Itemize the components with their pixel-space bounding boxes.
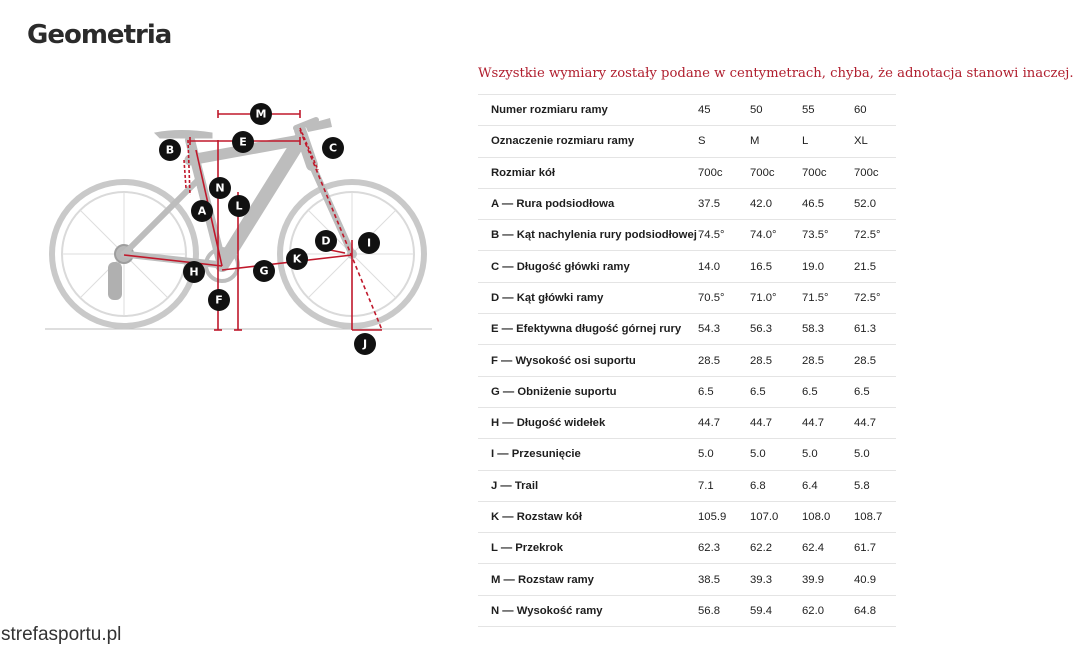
table-cell: 108.7 [854,501,896,532]
badge-H [183,261,205,283]
table-cell: 74.0° [750,220,802,251]
svg-text:D: D [321,234,331,248]
table-row [478,188,896,219]
table-cell: 71.0° [750,282,802,313]
badge-D [315,230,337,252]
table-cell: 5.8 [854,470,896,501]
table-row [478,470,896,501]
table-row [478,314,896,345]
table-row [478,564,896,595]
badge-G [253,260,275,282]
table-row [478,251,896,282]
table-cell: 44.7 [750,407,802,438]
table-cell: 40.9 [854,564,896,595]
svg-text:J: J [362,337,368,351]
row-label: H — Długość widełek [478,407,698,438]
table-cell: 108.0 [802,501,854,532]
row-label: I — Przesunięcie [478,439,698,470]
table-cell: 14.0 [698,251,750,282]
row-label: Rozmiar kół [478,157,698,188]
table-cell: 21.5 [854,251,896,282]
table-cell: 6.5 [698,376,750,407]
table-cell: 5.0 [698,439,750,470]
svg-text:H: H [189,265,199,279]
table-cell: 44.7 [802,407,854,438]
table-cell: 50 [750,95,802,126]
row-label: L — Przekrok [478,533,698,564]
svg-text:I: I [366,236,372,250]
table-cell: 45 [698,95,750,126]
badge-B [159,139,181,161]
table-cell: 73.5° [802,220,854,251]
table-cell: 74.5° [698,220,750,251]
row-label: J — Trail [478,470,698,501]
svg-text:G: G [259,264,269,278]
row-label: A — Rura podsiodłowa [478,188,698,219]
table-cell: 39.9 [802,564,854,595]
table-cell: 55 [802,95,854,126]
table-cell: 28.5 [854,345,896,376]
table-cell: 62.4 [802,533,854,564]
row-label: B — Kąt nachylenia rury podsiodłowej [478,220,698,251]
table-cell: 64.8 [854,595,896,626]
table-cell: 61.7 [854,533,896,564]
badge-F [208,289,230,311]
table-cell: 5.0 [854,439,896,470]
badge-I [358,232,380,254]
table-cell: 61.3 [854,314,896,345]
page-title: Geometria [27,20,172,50]
table-cell: 700c [802,157,854,188]
svg-text:E: E [239,135,247,149]
table-row [478,126,896,157]
table-cell: 6.8 [750,470,802,501]
table-cell: 6.4 [802,470,854,501]
table-cell: 39.3 [750,564,802,595]
row-label: C — Długość główki ramy [478,251,698,282]
table-cell: 54.3 [698,314,750,345]
table-cell: 6.5 [854,376,896,407]
row-label: M — Rozstaw ramy [478,564,698,595]
table-cell: 62.0 [802,595,854,626]
table-row [478,220,896,251]
svg-text:M: M [255,107,267,121]
table-row [478,376,896,407]
badge-K [286,248,308,270]
badge-E [232,131,254,153]
table-cell: XL [854,126,896,157]
table-cell: 44.7 [854,407,896,438]
table-row [478,501,896,532]
table-cell: 62.3 [698,533,750,564]
table-cell: 5.0 [750,439,802,470]
table-cell: 19.0 [802,251,854,282]
table-cell: 16.5 [750,251,802,282]
badge-C [322,137,344,159]
table-row [478,407,896,438]
table-cell: 71.5° [802,282,854,313]
table-cell: 7.1 [698,470,750,501]
badge-N [209,177,231,199]
units-note: Wszystkie wymiary zostały podane w centymetrach, chyba, że adnotacja stanowi inaczej. [478,66,1074,81]
table-cell: 46.5 [802,188,854,219]
row-label: D — Kąt główki ramy [478,282,698,313]
table-cell: 38.5 [698,564,750,595]
table-cell: 700c [750,157,802,188]
svg-text:B: B [165,143,175,157]
svg-text:F: F [215,293,223,307]
svg-text:K: K [292,252,302,266]
table-cell: L [802,126,854,157]
table-cell: 56.3 [750,314,802,345]
table-cell: 44.7 [698,407,750,438]
svg-text:L: L [235,199,243,213]
table-cell: 37.5 [698,188,750,219]
table-cell: 72.5° [854,220,896,251]
badge-L [228,195,250,217]
table-row [478,282,896,313]
table-cell: 28.5 [802,345,854,376]
table-row [478,595,896,626]
table-row [478,345,896,376]
table-cell: 52.0 [854,188,896,219]
geometry-table [478,94,896,627]
table-cell: 28.5 [698,345,750,376]
table-cell: 6.5 [802,376,854,407]
badge-J [354,333,376,355]
table-cell: M [750,126,802,157]
table-cell: 62.2 [750,533,802,564]
table-cell: 58.3 [802,314,854,345]
table-row [478,157,896,188]
table-cell: 70.5° [698,282,750,313]
table-row [478,95,896,126]
badge-M [250,103,272,125]
row-label: N — Wysokość ramy [478,595,698,626]
table-cell: 5.0 [802,439,854,470]
table-cell: S [698,126,750,157]
table-cell: 59.4 [750,595,802,626]
row-label: Numer rozmiaru ramy [478,95,698,126]
row-label: K — Rozstaw kół [478,501,698,532]
row-label: G — Obniżenie suportu [478,376,698,407]
table-cell: 107.0 [750,501,802,532]
svg-text:A: A [197,204,207,218]
bike-geometry-diagram [40,95,440,357]
table-cell: 60 [854,95,896,126]
table-cell: 42.0 [750,188,802,219]
svg-text:N: N [215,181,225,195]
table-cell: 105.9 [698,501,750,532]
table-cell: 28.5 [750,345,802,376]
svg-text:C: C [328,141,338,155]
table-cell: 700c [854,157,896,188]
table-row [478,533,896,564]
table-cell: 56.8 [698,595,750,626]
table-row [478,439,896,470]
badge-A [191,200,213,222]
row-label: Oznaczenie rozmiaru ramy [478,126,698,157]
table-cell: 700c [698,157,750,188]
row-label: E — Efektywna długość górnej rury [478,314,698,345]
watermark: strefasportu.pl [1,624,122,645]
row-label: F — Wysokość osi suportu [478,345,698,376]
table-cell: 72.5° [854,282,896,313]
table-cell: 6.5 [750,376,802,407]
